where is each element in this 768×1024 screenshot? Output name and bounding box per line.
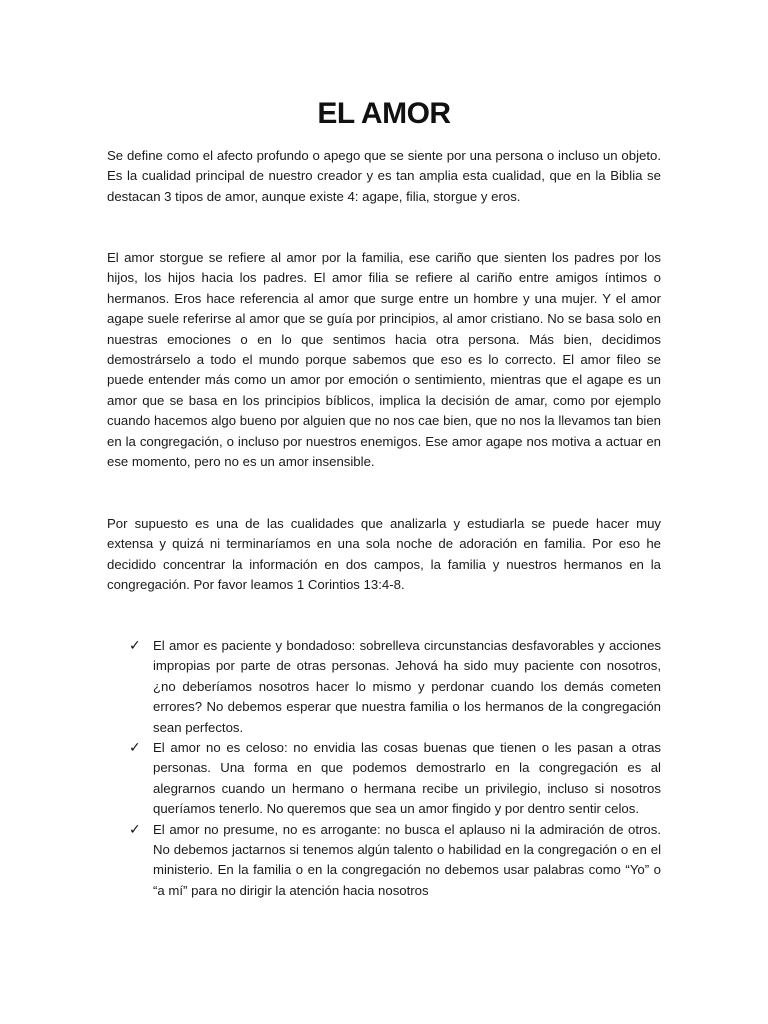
checkmark-icon: ✓ bbox=[129, 821, 141, 838]
focus-paragraph: Por supuesto es una de las cualidades que analizarla y estudiarla se puede hacer muy extensa y quizá ni terminaríamos en una sola noche de adoración en familia. Por eso he decidido concentrar la información en dos campos, la familia y nuestros hermanos en la congregación. Por favor leamos 1 Corintios 13:4-8. bbox=[107, 516, 661, 593]
checkmark-icon: ✓ bbox=[129, 638, 141, 654]
checklist-item-text: El amor es paciente y bondadoso: sobrelleva circunstancias desfavorables y acciones impropias por parte de otras personas. Jehová ha sido muy paciente con nosotros, ¿no deberíamos nosotros hacer lo mismo y perdonar cuando los demás cometen errores? No debemos esperar que nuestra familia o los hermanos de la congregación sean perfectos. bbox=[153, 638, 661, 735]
types-of-love-paragraph: El amor storgue se refiere al amor por la familia, ese cariño que sienten los padres por los hijos, los hijos hacia los padres. El amor filia se refiere al cariño entre amigos íntimos o hermanos. Eros hace referencia al amor que surge entre un hombre y una mujer. Y el amor agape suele referirse al amor que se guía por principios, al amor cristiano. No se basa solo en nuestras emociones o en lo que sentimos hacia otra persona. Más bien, decidimos demostrárselo a todo el mundo porque sabemos que eso es lo correcto. El amor fileo se puede entender más como un amor por emoción o sentimiento, mientras que el agape es un amor que se basa en los principios bíblicos, implica la decisión de amar, como por ejemplo cuando hacemos algo bueno por alguien que no nos cae bien, que no nos la llevamos tan bien en la congregación, o incluso por nuestros enemigos. Ese amor agape nos motiva a actuar en ese momento, pero no es un amor insensible. bbox=[107, 250, 661, 470]
checklist-item-text: El amor no es celoso: no envidia las cosas buenas que tienen o les pasan a otras personas. Una forma en que podemos demostrarlo en la congregación es al alegrarnos cuando un hermano o hermana recibe un privilegio, incluso si nosotros queríamos tenerlo. No queremos que sea un amor fingido y por dentro sentir celos. bbox=[153, 740, 661, 817]
checklist-item-text: El amor no presume, no es arrogante: no busca el aplauso ni la admiración de otros. No debemos jactarnos si tenemos algún talento o habilidad en la congregación o en el ministerio. En la familia o en la congregación no debemos usar palabras como “Yo” o “a mí” para no dirigir la atención hacia nosotros bbox=[153, 821, 661, 898]
checkmark-icon: ✓ bbox=[129, 740, 141, 757]
love-qualities-checklist bbox=[129, 636, 661, 901]
checklist-item-not-jealous bbox=[129, 738, 661, 820]
page-title: EL AMOR bbox=[317, 97, 451, 130]
checklist-item-not-arrogant bbox=[129, 820, 661, 902]
intro-paragraph: Se define como el afecto profundo o apego que se siente por una persona o incluso un objeto. Es la cualidad principal de nuestro creador y es tan amplia esta cualidad, que en la Biblia se destacan 3 tipos de amor, aunque existe 4: agape, filia, storgue y eros. bbox=[107, 148, 661, 204]
checklist-item-patient bbox=[129, 636, 661, 738]
